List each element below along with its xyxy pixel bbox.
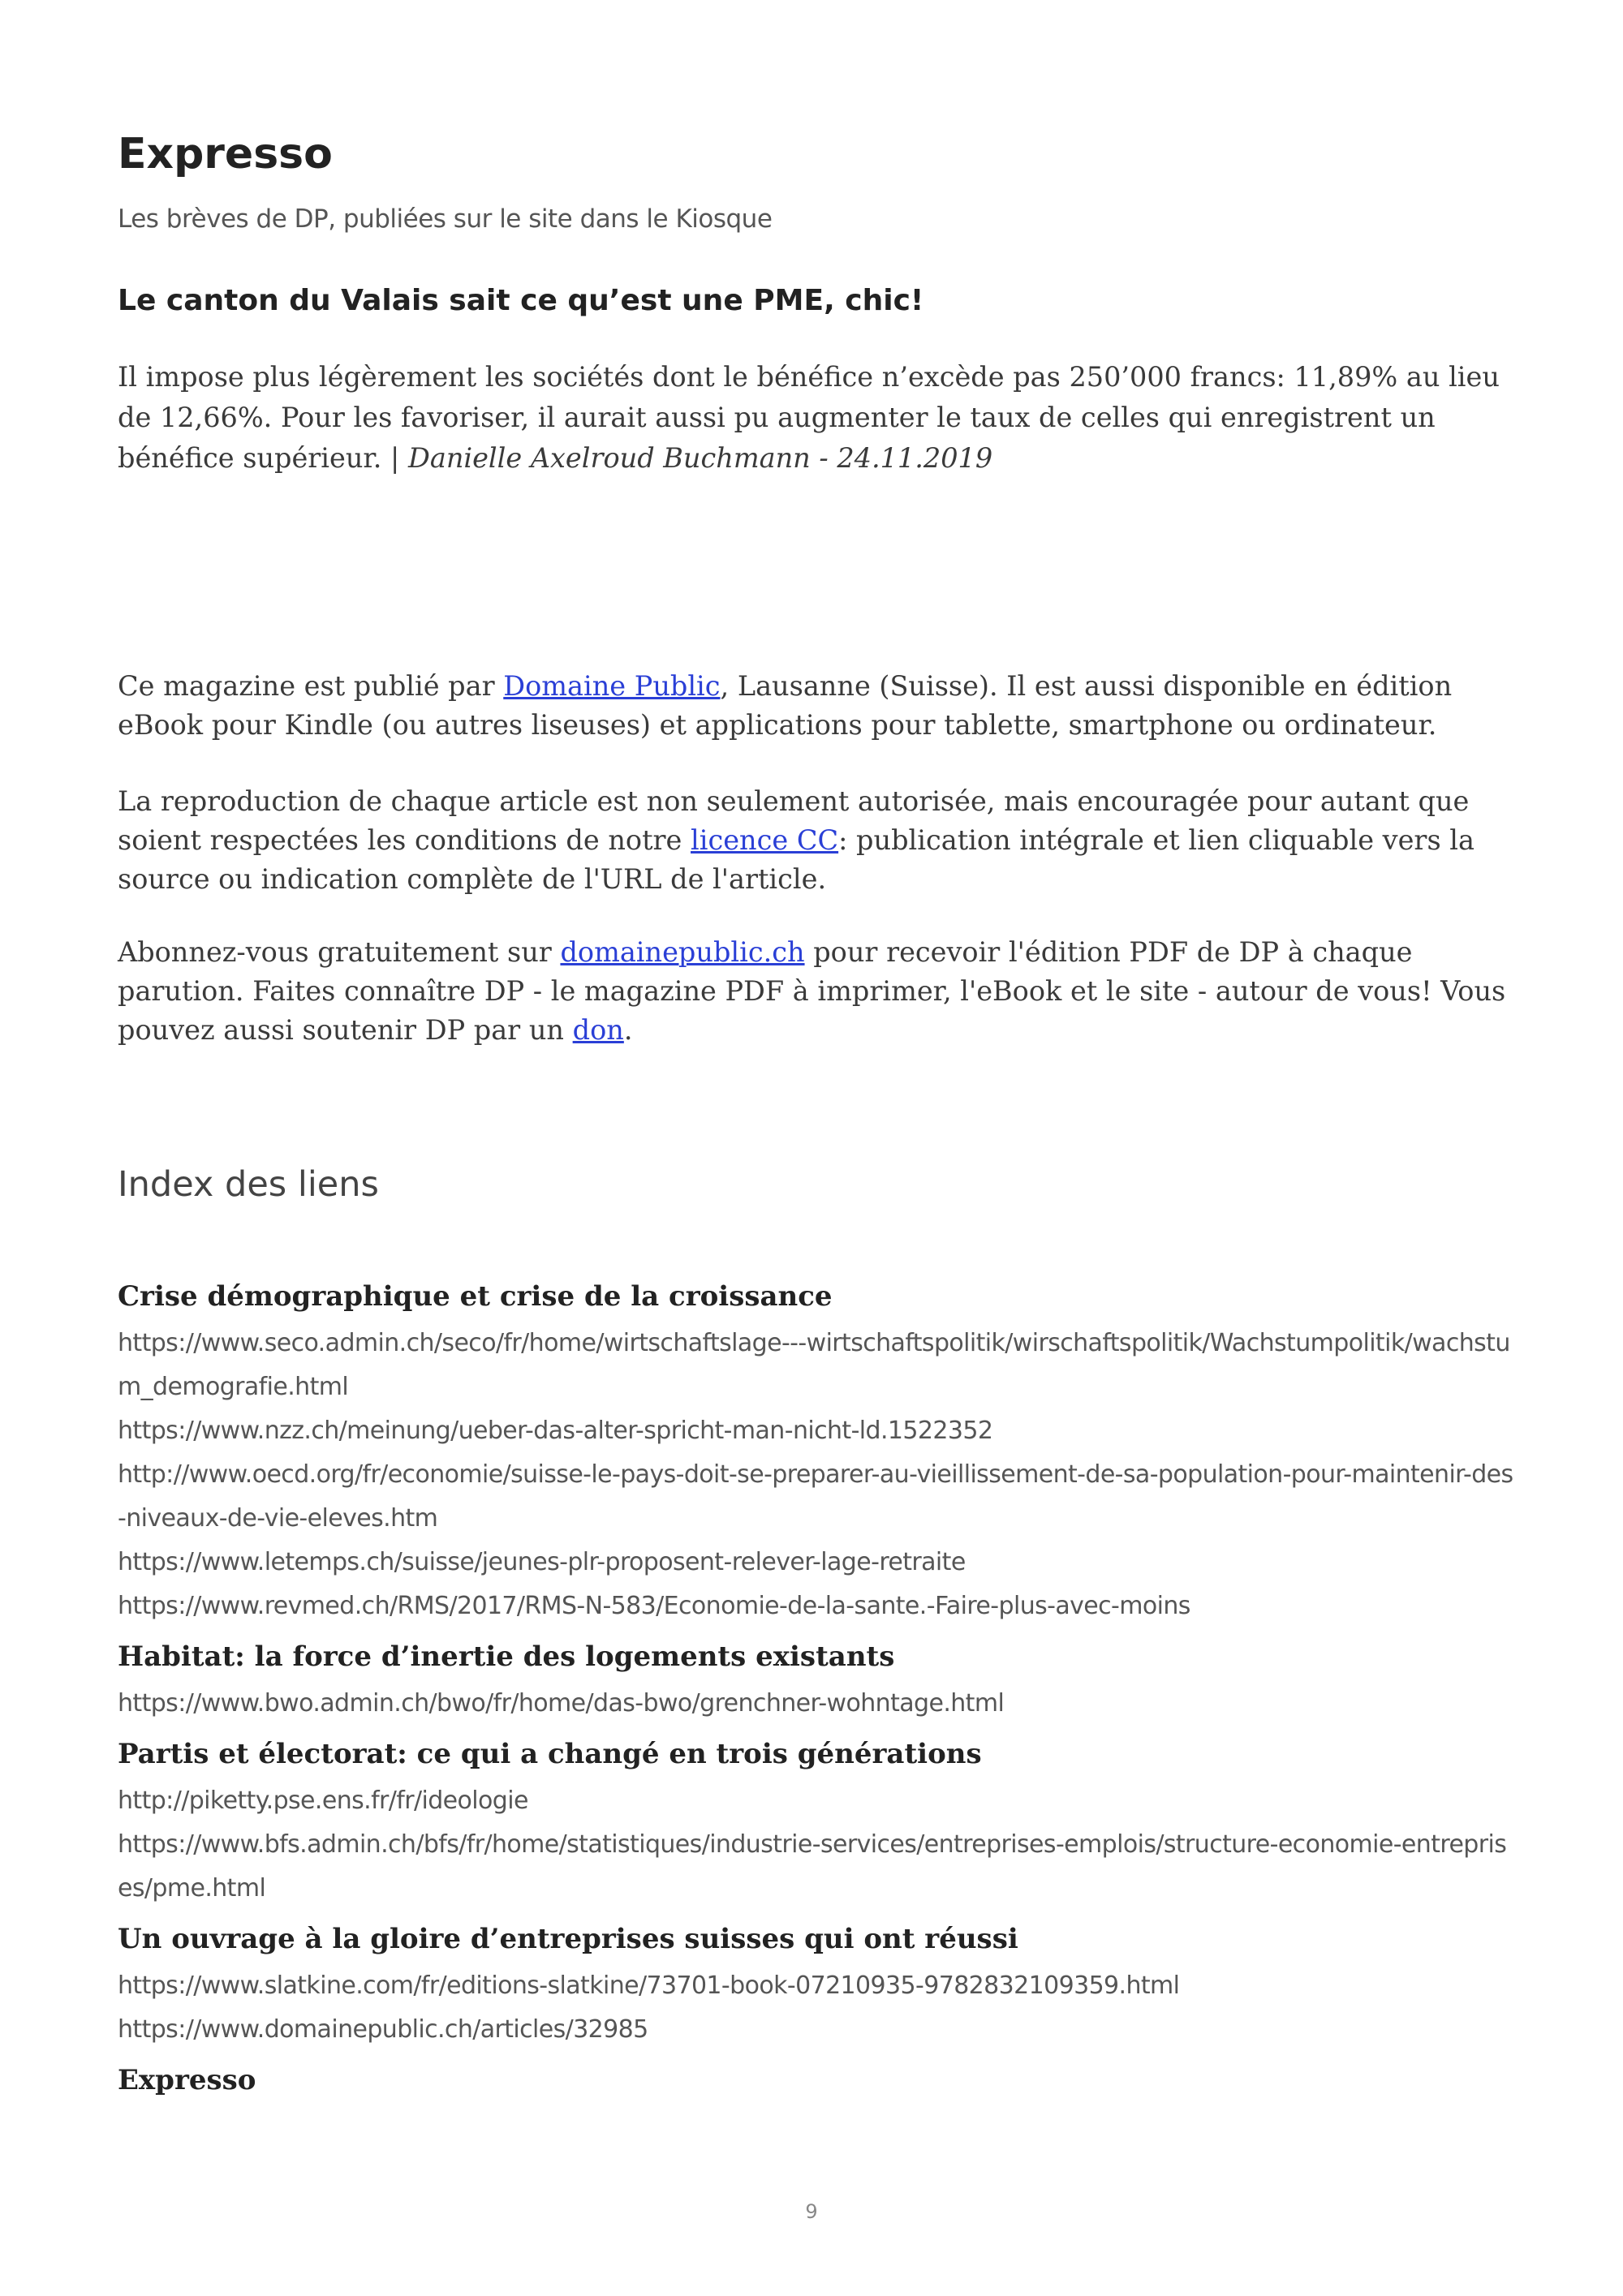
index-link[interactable]: http://www.oecd.org/fr/economie/suisse-le-pays-doit-se-preparer-au-vieillissement-de-sa-population-pour-maintenir-des-niveaux-de-vie-eleves.htm bbox=[118, 1460, 1513, 1533]
domainepublic-link[interactable]: domainepublic.ch bbox=[560, 936, 805, 968]
license-text-end: : publication intégrale et lien cliquable vers la source ou indication complète de l'URL de l'article. bbox=[118, 824, 1474, 895]
page-number: 9 bbox=[805, 2200, 818, 2223]
license-paragraph bbox=[118, 782, 1513, 899]
subscribe-text-middle: pour recevoir l'édition PDF de DP à chaque parution. Faites connaître DP - le magazine PDF à imprimer, l'eBook et le site - autour de vous! Vous pouvez aussi soutenir DP par un bbox=[118, 936, 1506, 1046]
index-title: Index des liens bbox=[118, 1164, 379, 1205]
index-link[interactable]: https://www.domainepublic.ch/articles/32985 bbox=[118, 2015, 648, 2044]
index-section bbox=[118, 1735, 1513, 1911]
index-section bbox=[118, 1920, 1513, 2052]
brief-byline: Danielle Axelroud Buchmann - 24.11.2019 bbox=[407, 442, 993, 474]
index-link[interactable]: https://www.bfs.admin.ch/bfs/fr/home/statistiques/industrie-services/entreprises-emplois/structure-economie-entreprises/pme.html bbox=[118, 1830, 1507, 1903]
index-link[interactable]: https://www.letemps.ch/suisse/jeunes-plr-proposent-relever-lage-retraite bbox=[118, 1548, 966, 1576]
brief-text: Il impose plus légèrement les sociétés dont le bénéfice n’excède pas 250’000 francs: 11,89% au lieu de 12,66%. Pour les favoriser, il aurait aussi pu augmenter le taux de celles qui enregistrent un bénéfice supérieur. | bbox=[118, 361, 1500, 474]
licence-cc-link[interactable]: licence CC bbox=[691, 824, 839, 856]
index-link[interactable]: https://www.revmed.ch/RMS/2017/RMS-N-583/Economie-de-la-sante.-Faire-plus-avec-moins bbox=[118, 1592, 1190, 1620]
publisher-paragraph bbox=[118, 667, 1513, 745]
domaine-public-link[interactable]: Domaine Public bbox=[503, 670, 721, 702]
brief-body bbox=[118, 357, 1513, 479]
link-index bbox=[118, 1278, 1513, 2109]
index-link[interactable]: https://www.seco.admin.ch/seco/fr/home/wirtschaftslage---wirtschaftspolitik/wirschaftspolitik/Wachstumpolitik/wachstum_demografie.html bbox=[118, 1329, 1510, 1401]
index-section bbox=[118, 1278, 1513, 1628]
index-section bbox=[118, 1638, 1513, 1726]
publisher-text: Ce magazine est publié par bbox=[118, 670, 504, 702]
index-section-title: Crise démographique et crise de la croissance bbox=[118, 1280, 833, 1313]
page-subtitle: Les brèves de DP, publiées sur le site dans le Kiosque bbox=[118, 204, 773, 234]
index-section-title: Expresso bbox=[118, 2064, 256, 2096]
index-link[interactable]: https://www.slatkine.com/fr/editions-slatkine/73701-book-07210935-9782832109359.html bbox=[118, 1971, 1180, 2000]
index-link[interactable]: https://www.bwo.admin.ch/bwo/fr/home/das-bwo/grenchner-wohntage.html bbox=[118, 1689, 1005, 1718]
don-link[interactable]: don bbox=[572, 1014, 624, 1046]
publisher-text-end: , Lausanne (Suisse). Il est aussi disponible en édition eBook pour Kindle (ou autres liseuses) et applications pour tablette, smartphone ou ordinateur. bbox=[118, 670, 1453, 741]
index-section bbox=[118, 2062, 1513, 2099]
brief-title: Le canton du Valais sait ce qu’est une PME, chic! bbox=[118, 284, 924, 317]
subscribe-paragraph bbox=[118, 933, 1513, 1050]
index-section-title: Partis et électorat: ce qui a changé en trois générations bbox=[118, 1738, 982, 1770]
license-text: La reproduction de chaque article est non seulement autorisée, mais encouragée pour autant que soient respectées les conditions de notre bbox=[118, 785, 1470, 856]
index-link[interactable]: http://piketty.pse.ens.fr/fr/ideologie bbox=[118, 1786, 528, 1815]
subscribe-text-end: . bbox=[623, 1014, 633, 1046]
index-link[interactable]: https://www.nzz.ch/meinung/ueber-das-alter-spricht-man-nicht-ld.1522352 bbox=[118, 1417, 993, 1445]
index-section-title: Habitat: la force d’inertie des logements existants bbox=[118, 1640, 895, 1673]
subscribe-text: Abonnez-vous gratuitement sur bbox=[118, 936, 561, 968]
index-section-title: Un ouvrage à la gloire d’entreprises suisses qui ont réussi bbox=[118, 1923, 1018, 1955]
page-title: Expresso bbox=[118, 130, 333, 178]
